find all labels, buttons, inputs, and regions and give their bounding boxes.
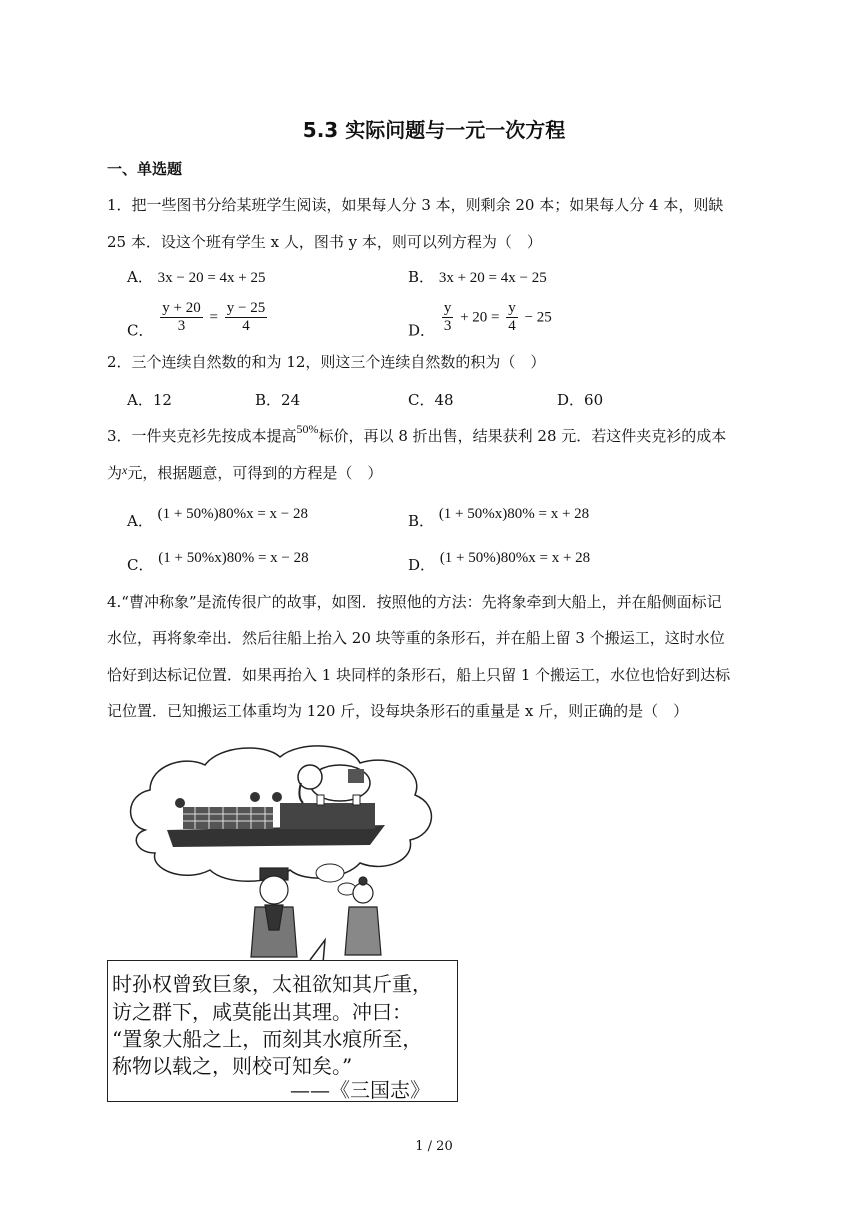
quote-line-2: 访之群下，咸莫能出其理。冲曰： [112,1000,412,1024]
q2-option-b[interactable]: B．24 [255,391,301,409]
q4-line2: 水位，再将象牵出．然后往船上抬入 20 块等重的条形石，并在船上留 3 个搬运工，这时水位 [107,629,725,647]
q3-option-a-text: (1 + 50%)80%x = x − 28 [157,506,308,522]
thought-bubble [316,864,344,882]
q3-option-d-label: D． [408,556,436,574]
q1-option-d-label: D． [408,321,436,340]
q3-line1-end: 标价，再以 8 折出售，结果获利 28 元．若这件夹克衫的成本 [318,427,727,445]
q1-option-c[interactable] [127,300,269,341]
q3-line2 [107,463,382,484]
q3-option-c-text: (1 + 50%x)80% = x − 28 [158,550,309,566]
q1-option-c-eq: = [209,309,218,326]
worker-figure [250,792,260,802]
page-number: 1 / 20 [415,1139,453,1154]
q3-option-c-label: C． [127,556,154,574]
q1-option-c-frac1: $\frac{y + 20}{3}$ [162,300,201,334]
q1-option-c-label: C． [127,321,154,340]
q3-percent: 50% [296,422,319,436]
q4-line3: 恰好到达标记位置．如果再抬入 1 块同样的条形石，船上只留 1 个搬运工，水位也恰好到达标 [107,666,731,684]
q3-option-a[interactable] [127,502,308,530]
q1-option-d-mid: + 20 = [460,309,500,326]
q2-option-d[interactable]: D．60 [557,391,604,409]
q3-option-b-label: B． [408,512,435,530]
q1-option-b-text: 3x + 20 = 4x − 25 [438,270,547,286]
stone-blocks [183,807,273,829]
q1-option-a-label: A． [127,268,153,286]
q3-line1-start: 3．一件夹克衫先按成本提高 [107,427,297,445]
section-heading: 一、单选题 [107,160,183,178]
q1-option-b[interactable] [408,266,547,287]
q1-option-a[interactable] [127,266,266,287]
q1-option-d-frac1: $\frac{y}{3}$ [443,300,452,334]
worker-figure [272,792,282,802]
q4-line1: 4.“曹冲称象”是流传很广的故事，如图．按照他的方法：先将象牵到大船上，并在船侧面标记 [107,593,722,611]
q1-line1: 1．把一些图书分给某班学生阅读，如果每人分 3 本，则剩余 20 本；如果每人分 4 本，则缺 [107,196,724,214]
q3-option-d-text: (1 + 50%)80%x = x + 28 [439,550,591,566]
worker-figure [175,798,185,808]
q1-line2: 25 本．设这个班有学生 x 人，图书 y 本，则可以列方程为（ ） [107,233,542,251]
q2-option-a[interactable]: A．12 [127,391,172,409]
quote-line-4: 称物以载之，则校可知矣。” [112,1054,353,1078]
q1-option-a-text: 3x − 20 = 4x + 25 [157,270,266,286]
q3-option-a-label: A． [127,512,153,530]
q2-option-c[interactable]: C．48 [408,391,454,409]
q1-option-d-end: − 25 [524,309,552,326]
q2-line1: 2．三个连续自然数的和为 12，则这三个连续自然数的积为（ ） [107,353,546,371]
quote-line-3: “置象大船之上，而刻其水痕所至， [112,1027,423,1051]
q1-option-c-frac2: $\frac{y - 25}{4}$ [226,300,266,334]
q3-option-b[interactable] [408,502,590,530]
q3-variable-x: x [122,463,128,477]
q1-option-d-frac2: $\frac{y}{4}$ [508,300,516,334]
quote-line-1: 时孙权曾致巨象，太祖欲知其斤重， [112,972,432,996]
q4-line4: 记位置．已知搬运工体重均为 120 斤，设每块条形石的重量是 x 斤，则正确的是（ ） [107,702,689,720]
q3-line1 [107,422,727,447]
q3-option-d[interactable] [408,546,591,574]
page-title: 5.3 实际问题与一元一次方程 [302,118,566,142]
quote-source: ——《三国志》 [290,1078,430,1102]
q1-option-b-label: B． [408,268,435,286]
q3-line2-start: 为 [107,464,123,482]
deck-cabin [280,803,375,829]
q1-option-d[interactable] [408,300,552,341]
q3-line2-end: 元，根据题意，可得到的方程是（ ） [127,464,383,482]
cao-chong-illustration [105,735,465,965]
q3-option-b-text: (1 + 50%x)80% = x + 28 [438,506,590,522]
q3-option-c[interactable] [127,546,309,574]
